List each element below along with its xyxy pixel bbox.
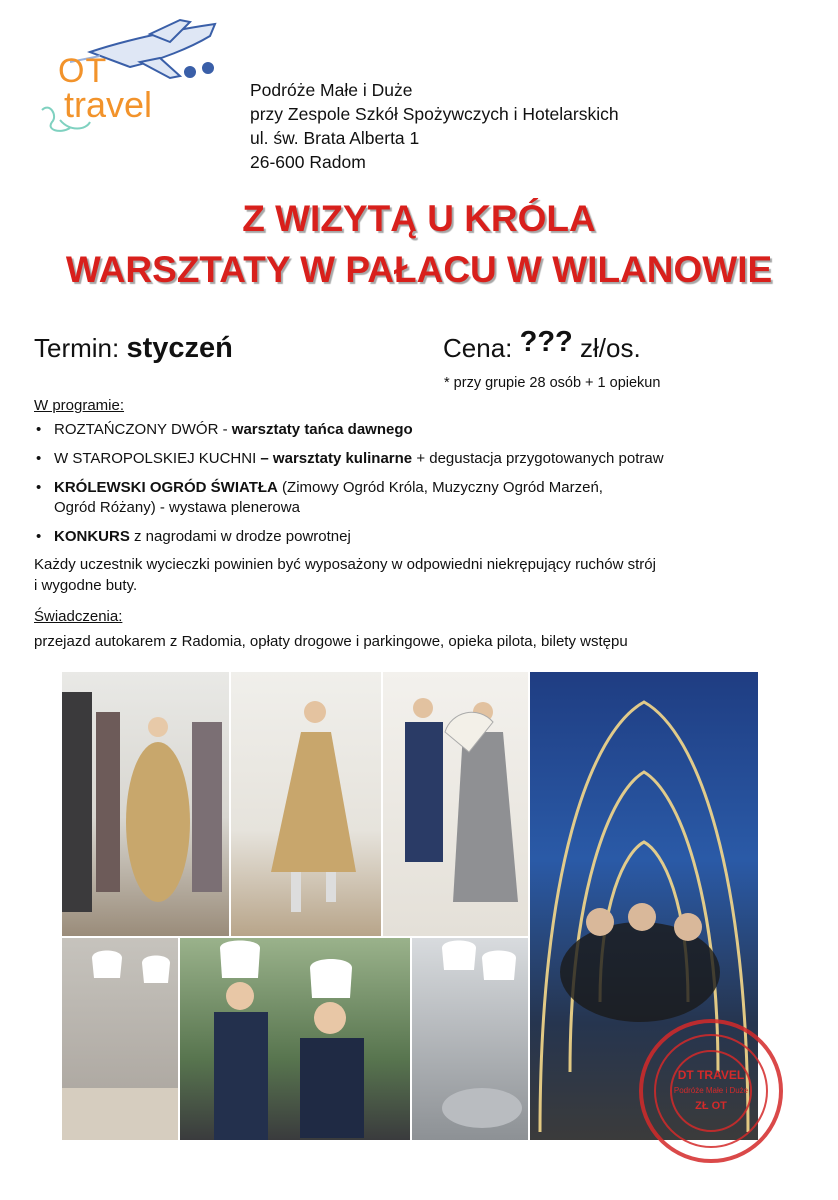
ot-travel-logo (30, 12, 230, 152)
termin (34, 332, 233, 365)
photo-dance-group (62, 672, 229, 936)
photo-kitchen-3 (412, 938, 528, 1140)
item-text: Ogród Różany) - wystawa plenerowa (54, 499, 300, 516)
photo-dancer (231, 672, 381, 936)
address-line: Podróże Małe i Duże (250, 80, 413, 100)
stamp-line: ZŁ OT (695, 1100, 727, 1112)
stamp (636, 1016, 786, 1166)
item-bold: KRÓLEWSKI OGRÓD ŚWIATŁA (54, 479, 278, 496)
swiadczenia-heading: Świadczenia: (34, 608, 123, 625)
dance-illustration (62, 672, 229, 936)
termin-label: Termin: (34, 333, 127, 363)
cena (443, 326, 641, 365)
item-bold: – warsztaty kulinarne (260, 450, 413, 467)
list-item (34, 449, 664, 469)
photo-kitchen-2 (180, 938, 410, 1140)
chefs-illustration (180, 938, 410, 1140)
list-item (34, 478, 664, 518)
item-text: z nagrodami w drodze powrotnej (129, 528, 351, 545)
cena-unit: zł/os. (572, 333, 641, 363)
list-item (34, 527, 664, 547)
item-bold: KONKURS (54, 528, 130, 545)
pots-illustration (412, 938, 528, 1140)
termin-value: styczeń (126, 332, 233, 364)
cena-value: ??? (519, 326, 573, 358)
photo-kitchen-1 (62, 938, 178, 1140)
program-list (34, 420, 664, 556)
item-text: + degustacja przygotowanych potraw (412, 450, 664, 467)
note-line: i wygodne buty. (34, 577, 138, 594)
program-heading: W programie: (34, 397, 125, 414)
address-line: przy Zespole Szkół Spożywczych i Hotelarskich (250, 104, 619, 124)
page-title: Z WIZYTĄ U KRÓLA (242, 198, 596, 239)
address-line: 26-600 Radom (250, 152, 366, 172)
logo-text-ot: OT (58, 52, 108, 90)
address-block (250, 78, 619, 174)
list-item (34, 420, 664, 440)
costumes-illustration (383, 672, 528, 936)
note-line: Każdy uczestnik wycieczki powinien być wyposażony w odpowiedni niekrępujący ruchów strój (34, 556, 656, 573)
item-text: (Zimowy Ogród Króla, Muzyczny Ogród Marzeń, (277, 479, 603, 496)
stamp-line: Podróże Małe i Duże (673, 1086, 749, 1095)
stamp-line: DT TRAVEL (677, 1068, 745, 1082)
logo-text-travel: travel (64, 84, 153, 125)
address-line: ul. św. Brata Alberta 1 (250, 128, 420, 148)
dancer-illustration (231, 672, 381, 936)
photo-costumes (383, 672, 528, 936)
cena-note: * przy grupie 28 osób + 1 opiekun (444, 375, 661, 391)
cena-label: Cena: (443, 333, 520, 363)
item-bold: warsztaty tańca dawnego (231, 421, 413, 438)
kitchen-illustration (62, 938, 178, 1140)
item-text: ROZTAŃCZONY DWÓR - (54, 421, 232, 438)
item-text: W STAROPOLSKIEJ KUCHNI (54, 450, 261, 467)
page-subtitle: WARSZTATY W PAŁACU W WILANOWIE (65, 249, 773, 290)
swiadczenia-text: przejazd autokarem z Radomia, opłaty drogowe i parkingowe, opieka pilota, bilety wstępu (34, 633, 628, 650)
